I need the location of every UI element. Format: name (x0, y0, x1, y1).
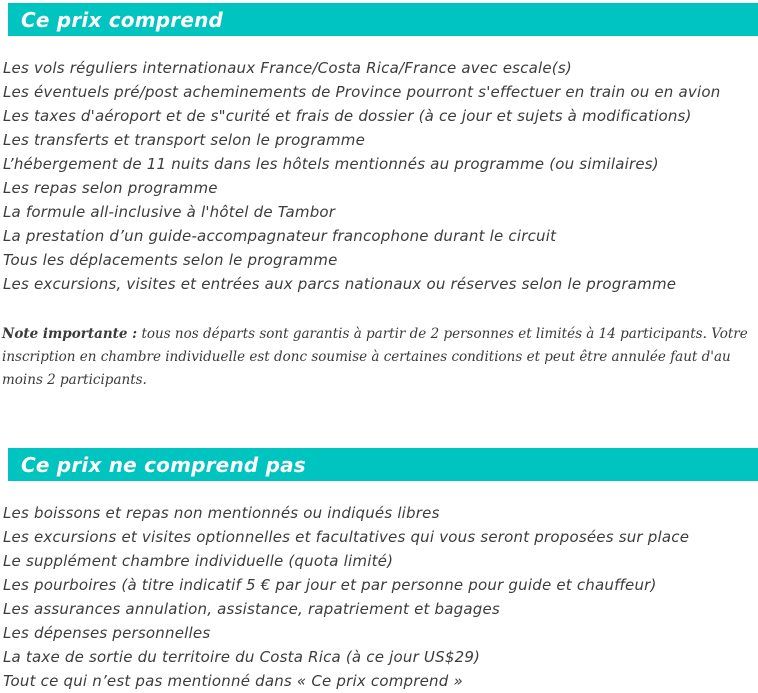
price-exclude-item: Tout ce qui n’est pas mentionné dans « Ce prix comprend » (3, 672, 463, 690)
price-include-item: La prestation d’un guide-accompagnateur francophone durant le circuit (3, 227, 557, 245)
price-include-item: Les éventuels pré/post acheminements de Province pourront s'effectuer en train ou en avion (3, 83, 721, 101)
note-label: Note importante : (2, 326, 138, 342)
price-exclude-item: Les assurances annulation, assistance, rapatriement et bagages (3, 600, 500, 618)
note-text: tous nos départs sont garantis à partir de 2 personnes et limités à 14 participants. Votre inscription en chambre individuelle est donc soumise à certaines conditions et peut être annulée faut d'au moins 2 participants. (2, 326, 748, 388)
section-title-price-includes: Ce prix comprend (21, 7, 224, 32)
price-include-item: Les repas selon programme (3, 179, 218, 197)
price-include-item: La formule all-inclusive à l'hôtel de Tambor (3, 203, 336, 221)
section-header-price-excludes (8, 448, 758, 481)
price-excludes-list (0, 501, 758, 693)
important-note (2, 323, 748, 392)
price-include-item: Les excursions, visites et entrées aux parcs nationaux ou réserves selon le programme (3, 275, 677, 293)
price-include-item: Les transferts et transport selon le programme (3, 131, 366, 149)
price-exclude-item: La taxe de sortie du territoire du Costa Rica (à ce jour US$29) (3, 648, 481, 666)
price-include-item: Tous les déplacements selon le programme (3, 251, 338, 269)
section-title-price-excludes: Ce prix ne comprend pas (21, 452, 306, 477)
price-exclude-item: Les pourboires (à titre indicatif 5 € par jour et par personne pour guide et chauffeur) (3, 576, 657, 594)
price-exclude-item: Les excursions et visites optionnelles et facultatives qui vous seront proposées sur place (3, 528, 690, 546)
price-include-item: Les taxes d'aéroport et de s"curité et frais de dossier (à ce jour et sujets à modifications) (3, 107, 692, 125)
section-header-price-includes (8, 3, 758, 36)
price-include-item: Les vols réguliers internationaux France/Costa Rica/France avec escale(s) (3, 59, 572, 77)
price-exclude-item: Les boissons et repas non mentionnés ou indiqués libres (3, 504, 440, 522)
price-include-item: L’hébergement de 11 nuits dans les hôtels mentionnés au programme (ou similaires) (3, 155, 659, 173)
price-includes-list (0, 56, 758, 296)
price-exclude-item: Le supplément chambre individuelle (quota limité) (3, 552, 394, 570)
price-exclude-item: Les dépenses personnelles (3, 624, 211, 642)
